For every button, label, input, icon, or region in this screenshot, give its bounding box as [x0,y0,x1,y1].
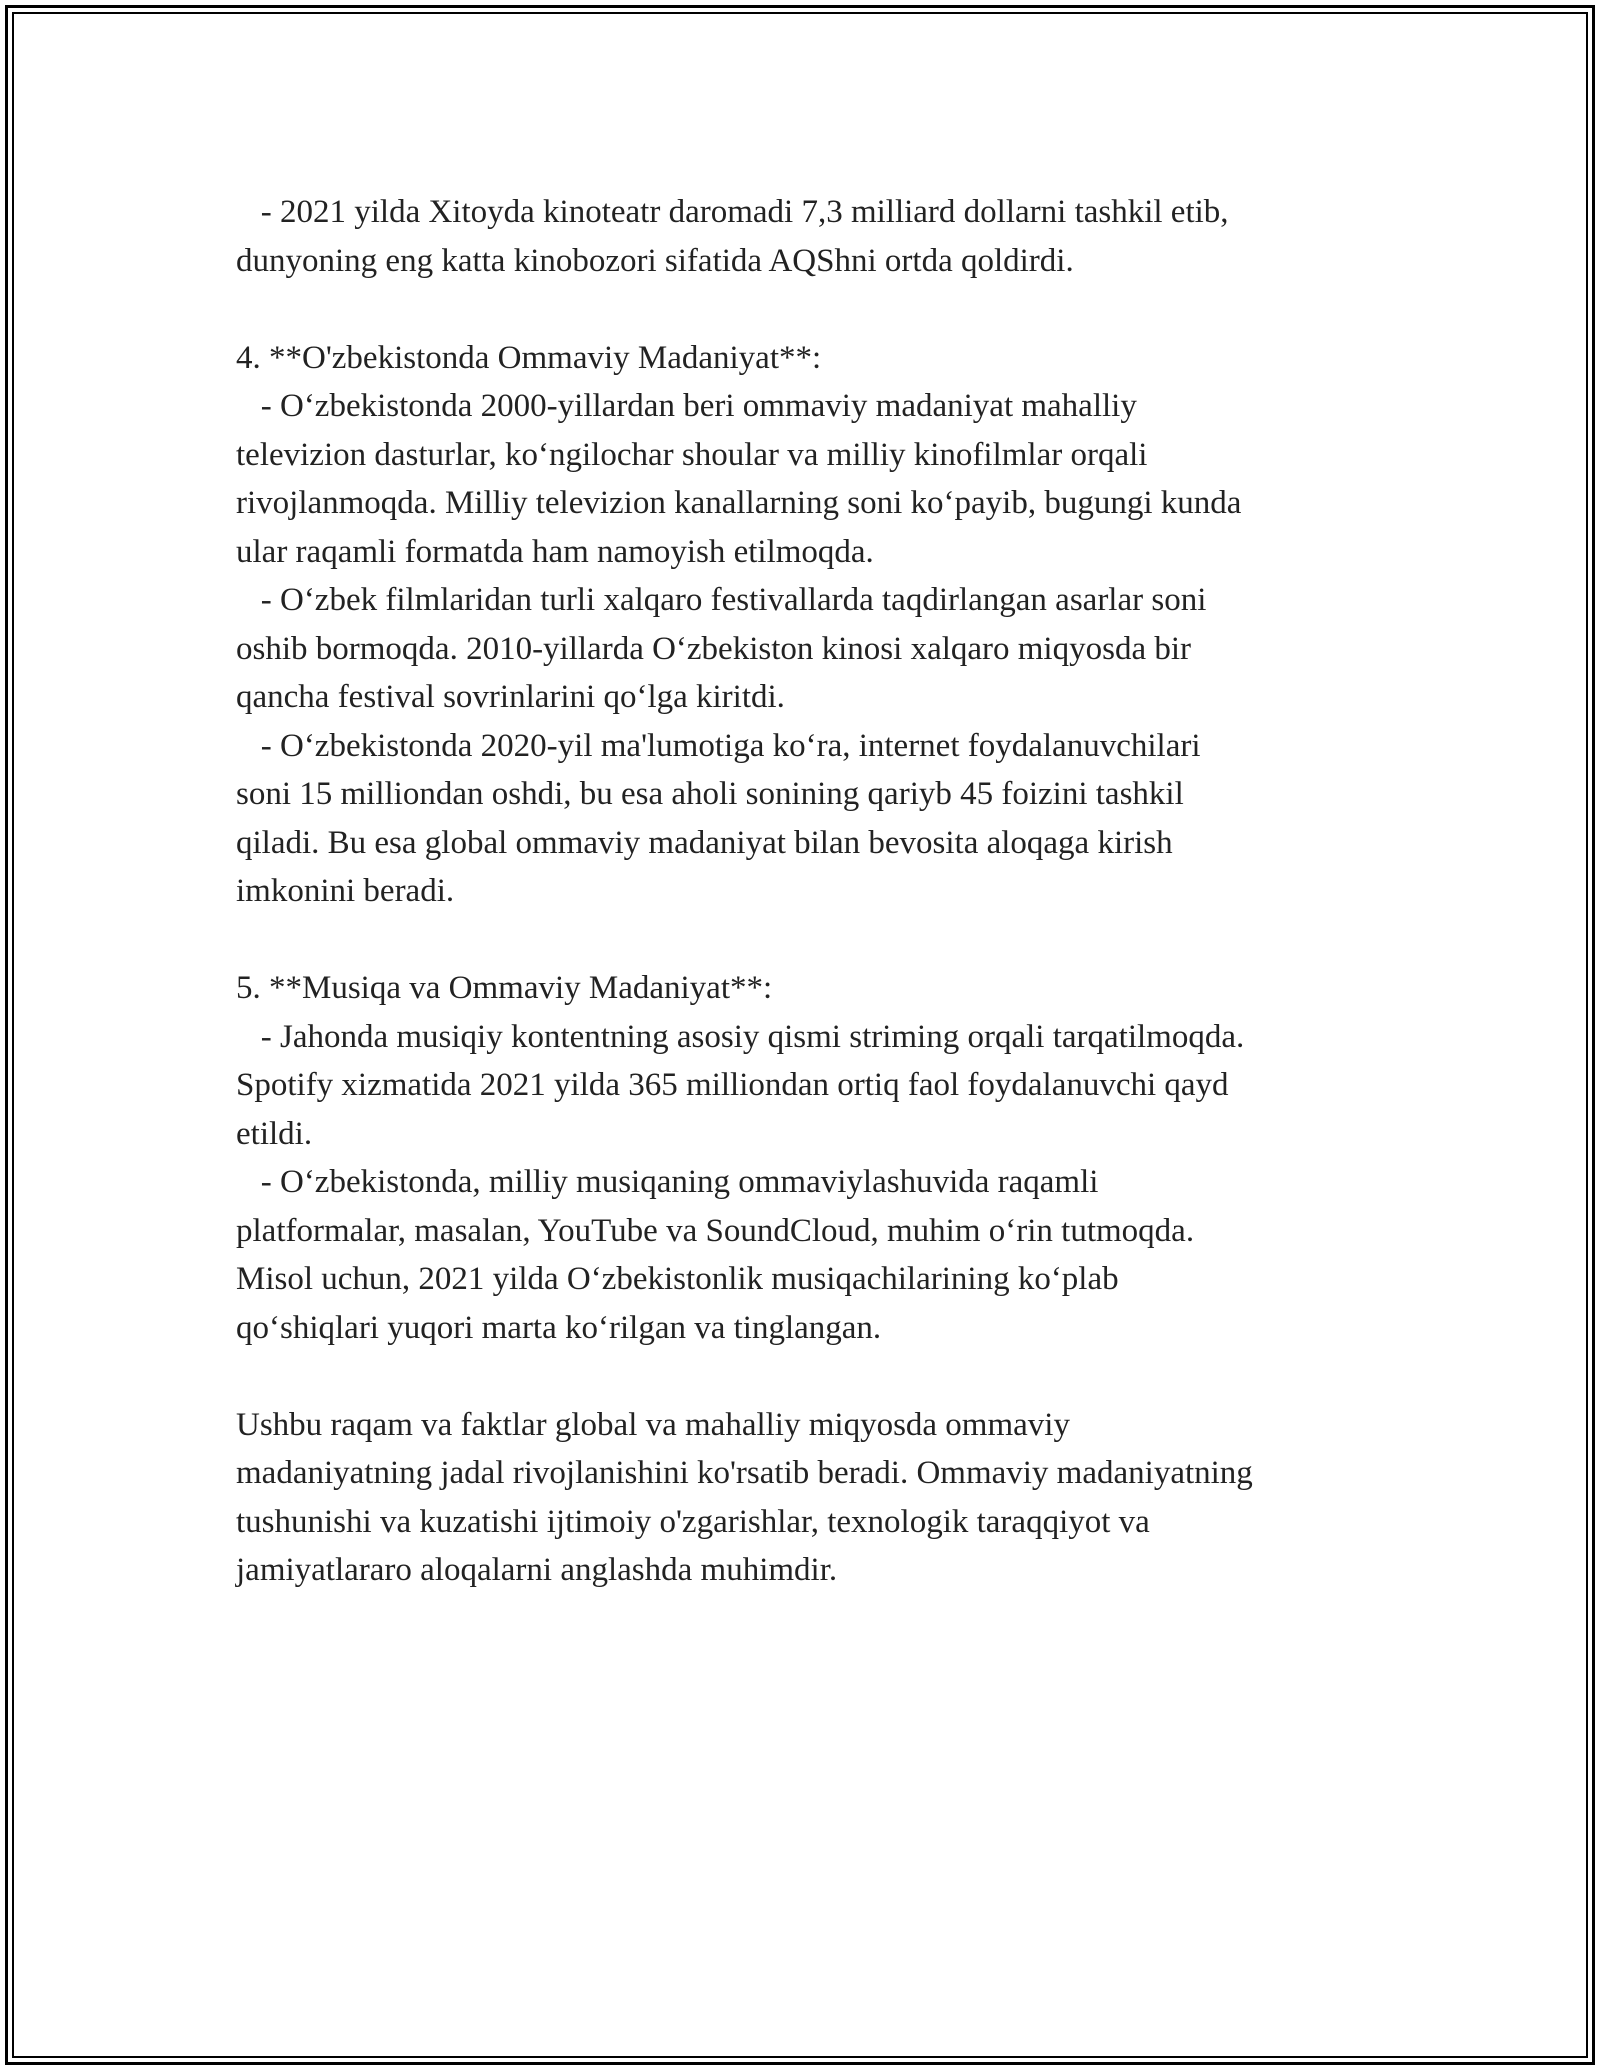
text-line: madaniyatning jadal rivojlanishini ko'rsatib beradi. Ommaviy madaniyatning [236,1455,1253,1491]
paragraph-spacer [236,285,1376,334]
text-line: qancha festival sovrinlarini qo‘lga kiritdi. [236,679,785,715]
text-line: etildi. [236,1115,313,1152]
document-body [236,188,1376,1595]
text-line: Spotify xizmatida 2021 yilda 365 milliondan ortiq faol foydalanuvchi qayd [236,1067,1229,1103]
text-line: qo‘shiqlari yuqori marta ko‘rilgan va tinglangan. [236,1309,882,1346]
text-line: jamiyatlararo aloqalarni anglashda muhimdir. [236,1552,838,1588]
text-line: tushunishi va kuzatishi ijtimoiy o'zgarishlar, texnologik taraqqiyot va [236,1503,1150,1540]
text-line: imkonini beradi. [236,873,455,909]
text-line: - O‘zbekistonda 2020-yil ma'lumotiga ko‘ra, internet foydalanuvchilari [236,727,1201,764]
text-line: - 2021 yilda Xitoyda kinoteatr daromadi 7,3 milliard dollarni tashkil etib, [236,194,1229,230]
text-line: qiladi. Bu esa global ommaviy madaniyat bilan bevosita aloqaga kirish [236,824,1173,861]
text-line: soni 15 milliondan oshdi, bu esa aholi sonining qariyb 45 foizini tashkil [236,776,1184,812]
text-line: televizion dasturlar, ko‘ngilochar shoular va milliy kinofilmlar orqali [236,436,1148,473]
text-line: dunyoning eng katta kinobozori sifatida AQShni ortda qoldirdi. [236,242,1074,279]
paragraph-conclusion [236,1401,1376,1595]
section-music-pop-culture [236,964,1376,1352]
text-line: rivojlanmoqda. Milliy televizion kanallarning soni ko‘payib, bugungi kunda [236,485,1242,521]
paragraph-china-cinema [236,188,1376,285]
text-line: - O‘zbekistonda, milliy musiqaning ommaviylashuvida raqamli [236,1164,1099,1200]
text-line: Misol uchun, 2021 yilda O‘zbekistonlik musiqachilarining ko‘plab [236,1261,1119,1297]
paragraph-spacer [236,916,1376,965]
section-uzbekistan-pop-culture [236,334,1376,916]
text-line: - O‘zbekistonda 2000-yillardan beri ommaviy madaniyat mahalliy [236,388,1137,424]
section-heading: 4. **O'zbekistonda Ommaviy Madaniyat**: [236,339,822,376]
text-line: - Jahonda musiqiy kontentning asosiy qismi striming orqali tarqatilmoqda. [236,1018,1245,1055]
section-heading: 5. **Musiqa va Ommaviy Madaniyat**: [236,970,773,1006]
text-line: platformalar, masalan, YouTube va SoundCloud, muhim o‘rin tutmoqda. [236,1212,1195,1249]
text-line: ular raqamli formatda ham namoyish etilmoqda. [236,533,874,570]
paragraph-spacer [236,1352,1376,1401]
text-line: - O‘zbek filmlaridan turli xalqaro festivallarda taqdirlangan asarlar soni [236,582,1207,618]
text-line: Ushbu raqam va faktlar global va mahalliy miqyosda ommaviy [236,1406,1070,1443]
text-line: oshib bormoqda. 2010-yillarda O‘zbekiston kinosi xalqaro miqyosda bir [236,630,1192,667]
